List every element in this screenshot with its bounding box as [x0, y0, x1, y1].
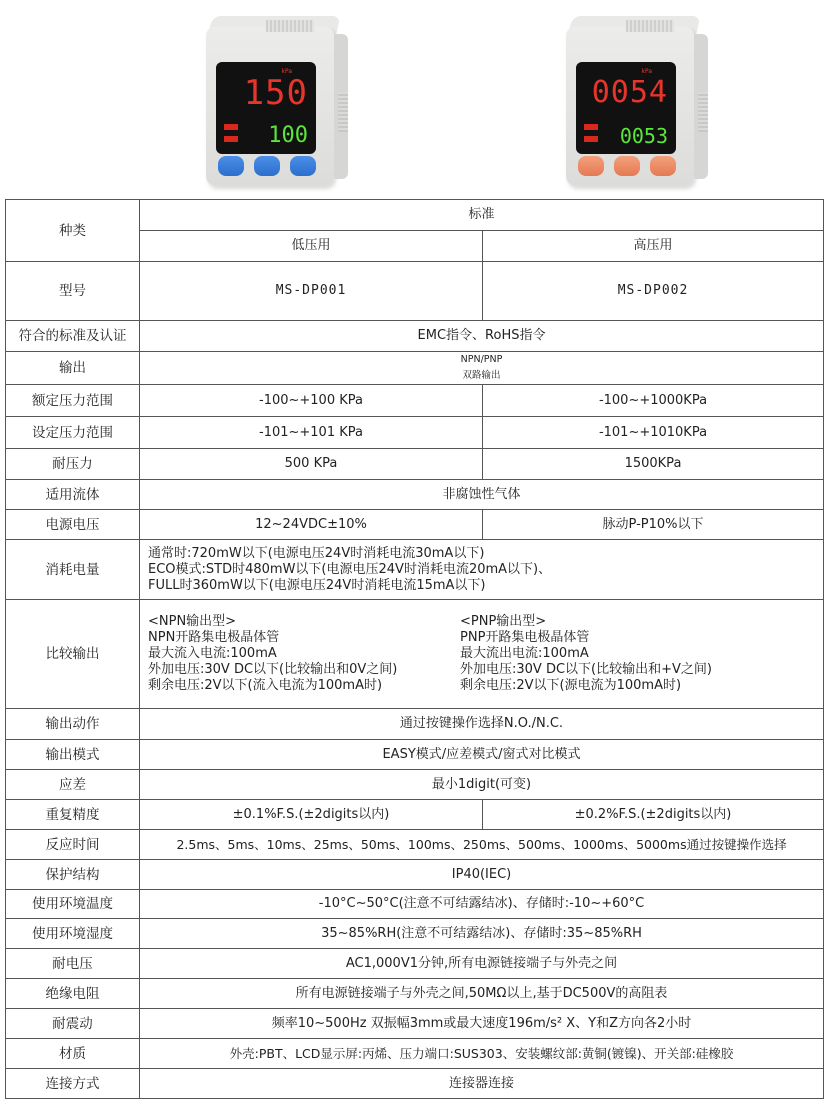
- row-label: 消耗电量: [6, 540, 140, 600]
- unit-label: kPa: [281, 68, 292, 75]
- main-reading: 0054: [591, 75, 668, 110]
- row-label: 使用环境温度: [6, 890, 140, 919]
- set-range-high: -101~+1010KPa: [483, 417, 824, 449]
- high-pressure-header: 高压用: [483, 231, 824, 262]
- row-label: 连接方式: [6, 1069, 140, 1099]
- vent-icon: [626, 20, 674, 32]
- row-label: 保护结构: [6, 860, 140, 890]
- table-row: [6, 449, 824, 480]
- set-button: [218, 156, 244, 176]
- rated-range-low: -100~+100 KPa: [140, 385, 483, 417]
- output-mode-value: EASY模式/应差模式/窗式对比模式: [140, 740, 824, 770]
- product-image-low-pressure: [200, 14, 350, 189]
- vent-icon: [266, 20, 314, 32]
- row-label: 输出模式: [6, 740, 140, 770]
- spec-table: [5, 199, 824, 1099]
- table-row: [6, 510, 824, 540]
- table-row: [6, 600, 824, 709]
- up-button: [254, 156, 280, 176]
- product-image-high-pressure: [560, 14, 710, 189]
- unit-label: kPa: [641, 68, 652, 75]
- table-row: [6, 919, 824, 949]
- table-row: [6, 262, 824, 321]
- withstand-voltage-value: AC1,000V1分钟,所有电源链接端子与外壳之间: [140, 949, 824, 979]
- rated-range-high: -100~+1000KPa: [483, 385, 824, 417]
- proof-pressure-high: 1500KPa: [483, 449, 824, 480]
- table-row: [6, 949, 824, 979]
- repeatability-low: ±0.1%F.S.(±2digits以内): [140, 800, 483, 830]
- low-pressure-header: 低压用: [140, 231, 483, 262]
- table-row: [6, 800, 824, 830]
- table-row: [6, 200, 824, 231]
- supply-voltage-high: 脉动P-P10%以下: [483, 510, 824, 540]
- row-label: 输出: [6, 352, 140, 385]
- output-value: NPN/PNP 双路输出: [140, 352, 824, 385]
- row-label: 额定压力范围: [6, 385, 140, 417]
- model-low: MS-DP001: [140, 262, 483, 321]
- table-row: [6, 860, 824, 890]
- table-row: [6, 890, 824, 919]
- pnp-spec: <PNP输出型> PNP开路集电极晶体管 最大流出电流:100mA 外加电压:30V DC以下(比较输出和+V之间) 剩余电压:2V以下(源电流为100mA时): [460, 614, 712, 693]
- sub-reading: 0053: [619, 124, 668, 148]
- table-row: [6, 709, 824, 740]
- up-button: [614, 156, 640, 176]
- lcd-display: [576, 62, 676, 154]
- down-button: [650, 156, 676, 176]
- table-row: [6, 830, 824, 860]
- set-range-low: -101~+101 KPa: [140, 417, 483, 449]
- row-label: 输出动作: [6, 709, 140, 740]
- table-row: [6, 352, 824, 385]
- row-label: 应差: [6, 770, 140, 800]
- protection-value: IP40(IEC): [140, 860, 824, 890]
- table-row: [6, 1039, 824, 1069]
- power-consumption-value: 通常时:720mW以下(电源电压24V时消耗电流30mA以下) ECO模式:STD时480mW以下(电源电压24V时消耗电流20mA以下)、 FULL时360mW以下(电源电压24V时消耗电流15mA以下): [140, 540, 824, 600]
- set-button: [578, 156, 604, 176]
- proof-pressure-low: 500 KPa: [140, 449, 483, 480]
- npn-spec: <NPN输出型> NPN开路集电极晶体管 最大流入电流:100mA 外加电压:30V DC以下(比较输出和0V之间) 剩余电压:2V以下(流入电流为100mA时): [148, 614, 398, 693]
- product-images: [0, 0, 828, 195]
- ambient-humidity-value: 35~85%RH(注意不可结露结冰)、存储时:35~85%RH: [140, 919, 824, 949]
- indicator-1-icon: [584, 124, 598, 130]
- row-label: 重复精度: [6, 800, 140, 830]
- material-value: 外壳:PBT、LCD显示屏:丙烯、压力端口:SUS303、安装螺纹部:黄铜(镀镍)、开关部:硅橡胶: [140, 1039, 824, 1069]
- row-label: 适用流体: [6, 480, 140, 510]
- table-row: [6, 979, 824, 1009]
- vent-icon: [698, 92, 708, 132]
- down-button: [290, 156, 316, 176]
- row-label: 比较输出: [6, 600, 140, 709]
- output-action-value: 通过按键操作选择N.O./N.C.: [140, 709, 824, 740]
- table-row: [6, 770, 824, 800]
- insulation-value: 所有电源链接端子与外壳之间,50MΩ以上,基于DC500V的高阻表: [140, 979, 824, 1009]
- table-row: [6, 480, 824, 510]
- row-label: 型号: [6, 262, 140, 321]
- table-row: [6, 417, 824, 449]
- table-row: [6, 321, 824, 352]
- model-high: MS-DP002: [483, 262, 824, 321]
- row-label: 耐压力: [6, 449, 140, 480]
- row-label: 绝缘电阻: [6, 979, 140, 1009]
- indicator-2-icon: [224, 136, 238, 142]
- type-label: 种类: [6, 200, 140, 262]
- standard-header: 标准: [140, 200, 824, 231]
- hysteresis-value: 最小1digit(可变): [140, 770, 824, 800]
- table-row: [6, 385, 824, 417]
- row-label: 反应时间: [6, 830, 140, 860]
- table-row: [6, 540, 824, 600]
- row-label: 设定压力范围: [6, 417, 140, 449]
- row-label: 材质: [6, 1039, 140, 1069]
- indicator-2-icon: [584, 136, 598, 142]
- vent-icon: [338, 92, 348, 132]
- row-label: 电源电压: [6, 510, 140, 540]
- table-row: [6, 1009, 824, 1039]
- row-label: 耐震动: [6, 1009, 140, 1039]
- row-label: 符合的标准及认证: [6, 321, 140, 352]
- fluid-value: 非腐蚀性气体: [140, 480, 824, 510]
- table-row: [6, 740, 824, 770]
- lcd-display: [216, 62, 316, 154]
- main-reading: 150: [243, 73, 308, 113]
- sub-reading: 100: [268, 123, 308, 148]
- row-label: 使用环境湿度: [6, 919, 140, 949]
- supply-voltage-low: 12~24VDC±10%: [140, 510, 483, 540]
- indicator-1-icon: [224, 124, 238, 130]
- ambient-temp-value: -10°C~50°C(注意不可结露结冰)、存储时:-10~+60°C: [140, 890, 824, 919]
- row-label: 耐电压: [6, 949, 140, 979]
- connection-value: 连接器连接: [140, 1069, 824, 1099]
- comparison-output-value: [140, 600, 824, 709]
- standards-value: EMC指令、RoHS指令: [140, 321, 824, 352]
- vibration-value: 频率10~500Hz 双振幅3mm或最大速度196m/s² X、Y和Z方向各2小时: [140, 1009, 824, 1039]
- response-time-value: 2.5ms、5ms、10ms、25ms、50ms、100ms、250ms、500ms、1000ms、5000ms通过按键操作选择: [140, 830, 824, 860]
- table-row: [6, 1069, 824, 1099]
- repeatability-high: ±0.2%F.S.(±2digits以内): [483, 800, 824, 830]
